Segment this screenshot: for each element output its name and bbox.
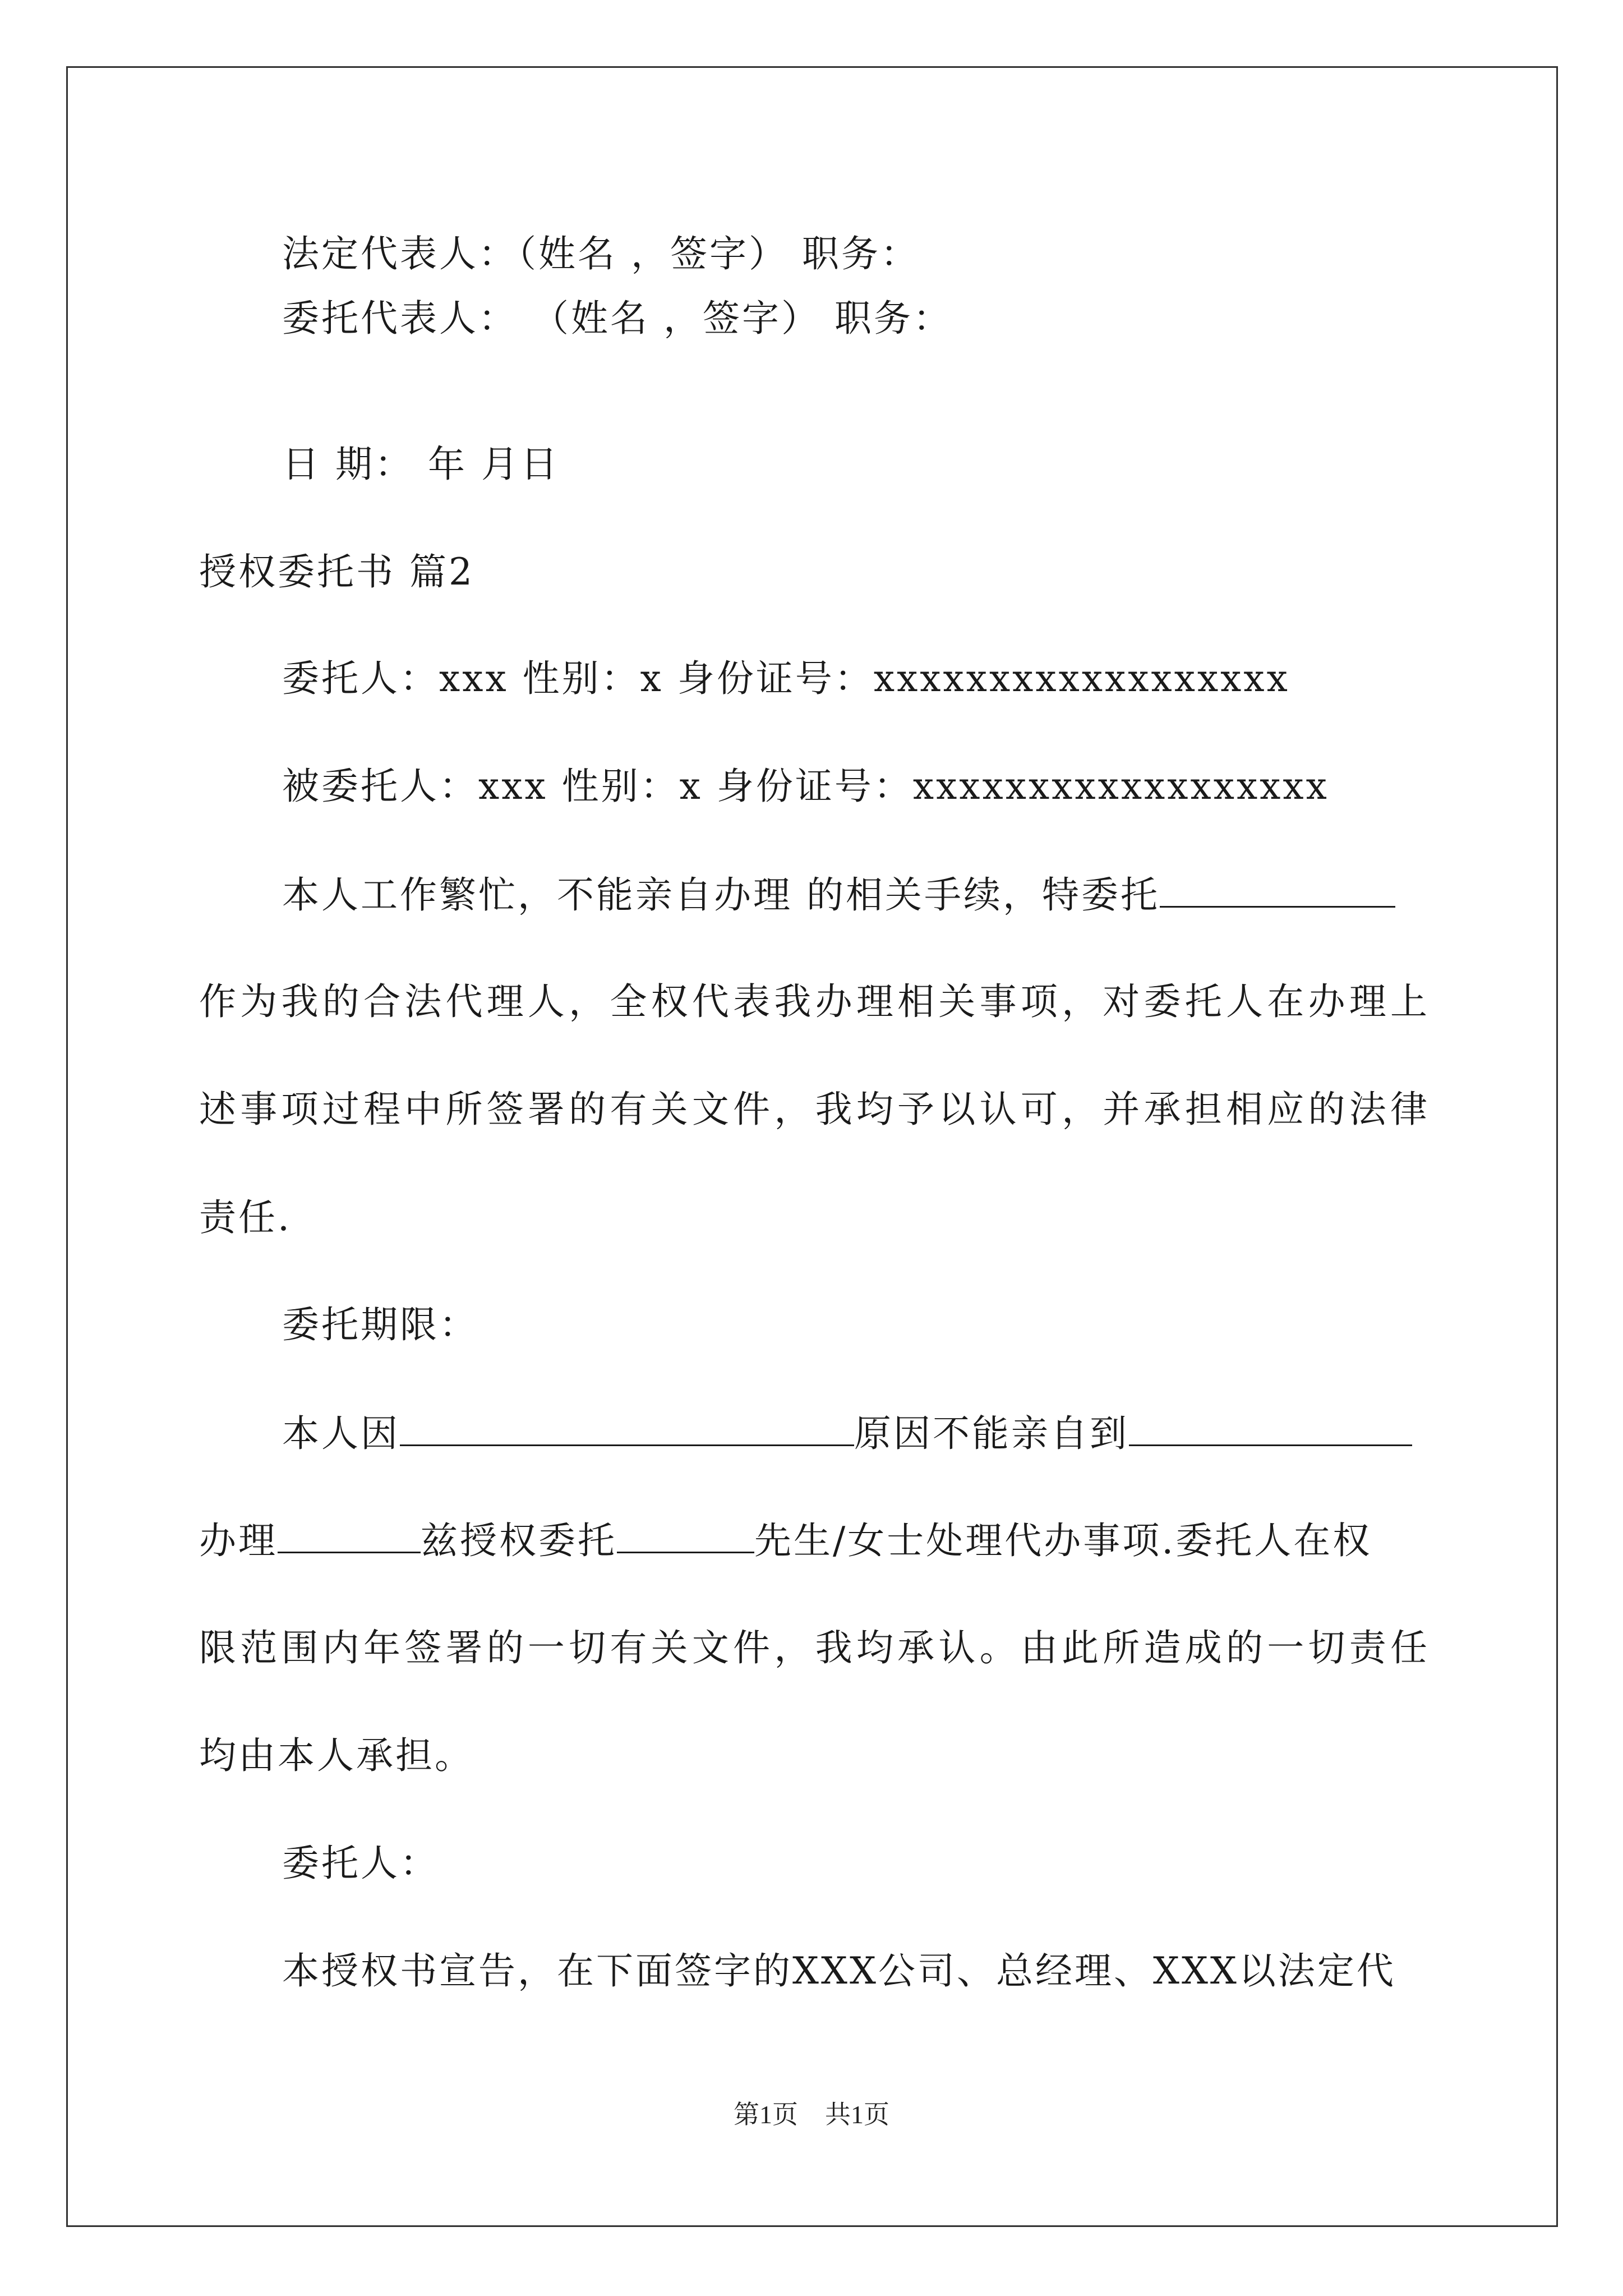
blank-underline: [400, 1411, 854, 1446]
paragraph-line: [282, 1411, 1412, 1456]
agent-info-line: 被委托人：xxx 性别：x 身份证号：xxxxxxxxxxxxxxxxxx: [282, 765, 1329, 808]
legal-representative-line: 法定代表人：（姓名 ，签字） 职务：: [282, 232, 920, 275]
authorized-representative-line: 委托代表人： （姓名 ，签字） 职务：: [282, 297, 952, 340]
paragraph-line: 述事项过程中所签署的有关文件，我均予以认可，并承担相应的法律: [199, 1088, 1427, 1131]
paragraph-text: 兹授权委托: [421, 1519, 617, 1562]
page-border: [66, 66, 1558, 2227]
paragraph-text: 原因不能亲自到: [854, 1412, 1129, 1455]
paragraph-line: 限范围内年签署的一切有关文件，我均承认。由此所造成的一切责任: [199, 1626, 1427, 1669]
principal-signature-label: 委托人：: [282, 1842, 439, 1885]
paragraph-line: [199, 1518, 1372, 1563]
principal-info-line: 委托人：xxx 性别：x 身份证号：xxxxxxxxxxxxxxxxxx: [282, 657, 1290, 700]
paragraph-text: 本人因: [282, 1412, 400, 1455]
paragraph-text: 办理: [199, 1519, 278, 1562]
paragraph-text: 本人工作繁忙，不能亲自办理 的相关手续，特委托: [282, 873, 1160, 917]
page-total: 共1页: [825, 2100, 889, 2129]
paragraph-line: 责任.: [199, 1196, 292, 1239]
paragraph-line: 均由本人承担。: [199, 1734, 474, 1777]
term-heading: 委托期限：: [282, 1303, 478, 1346]
blank-underline: [278, 1518, 421, 1553]
blank-underline: [617, 1518, 754, 1553]
page-footer: [0, 2098, 1623, 2132]
page-current: 第1页: [734, 2100, 798, 2129]
paragraph-line: 作为我的合法代理人，全权代表我办理相关事项，对委托人在办理上: [199, 980, 1427, 1023]
section-heading: 授权委托书 篇2: [199, 550, 474, 593]
blank-underline: [1129, 1411, 1412, 1446]
date-line: 日 期： 年 月日: [282, 443, 560, 486]
paragraph-line: 本授权书宣告，在下面签字的XXX公司、总经理、XXX以法定代: [282, 1949, 1396, 1993]
paragraph-line: [282, 872, 1395, 918]
blank-underline: [1160, 872, 1395, 908]
paragraph-text: 先生/女士处理代办事项.委托人在权: [754, 1519, 1372, 1562]
